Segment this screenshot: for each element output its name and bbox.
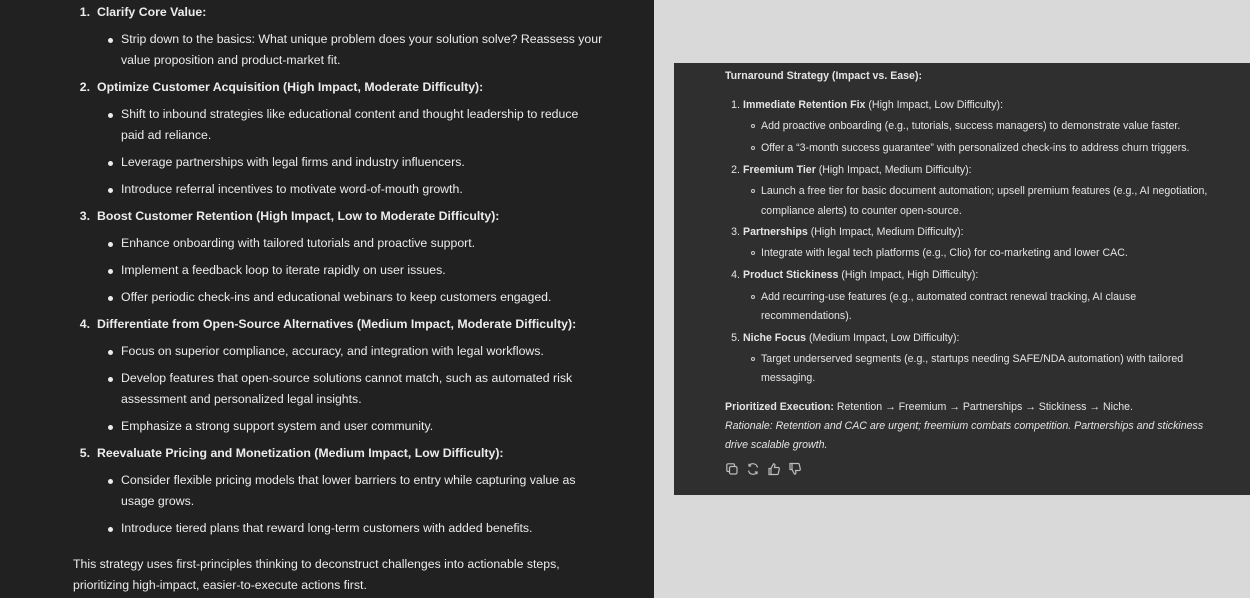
- bullet-text: paid ad reliance.: [121, 128, 212, 142]
- list-number: 1.: [731, 99, 740, 111]
- bullet-text: Introduce tiered plans that reward long-term customers with added benefits.: [121, 521, 533, 535]
- item-meta: (High Impact, Medium Difficulty):: [815, 164, 972, 176]
- prioritized-text: Retention → Freemium → Partnerships → Stickiness → Niche.: [833, 401, 1133, 413]
- thumbs-up-icon[interactable]: [767, 462, 781, 476]
- bullet-text: Leverage partnerships with legal firms and industry influencers.: [121, 155, 465, 169]
- conclusion-text: This strategy uses first-principles thinking to deconstruct challenges into actionable steps,: [73, 557, 560, 571]
- bullet-dot: [108, 38, 113, 43]
- bullet-text: Implement a feedback loop to iterate rapidly on user issues.: [121, 263, 446, 277]
- list-number: 2.: [79, 80, 90, 94]
- item-title: Immediate Retention Fix: [743, 99, 866, 111]
- list-number: 4.: [79, 317, 90, 331]
- sub-text: Add proactive onboarding (e.g., tutorials, success managers) to demonstrate value faster.: [761, 120, 1181, 132]
- sub-bullet: [751, 189, 755, 193]
- bullet-text: Focus on superior compliance, accuracy, and integration with legal workflows.: [121, 344, 544, 358]
- sub-text: Add recurring-use features (e.g., automated contract renewal tracking, AI clause: [761, 291, 1137, 303]
- list-heading: Clarify Core Value:: [97, 5, 207, 19]
- sub-bullet: [751, 251, 755, 255]
- bullet-dot: [108, 377, 113, 382]
- item-meta: (High Impact, Medium Difficulty):: [807, 226, 964, 238]
- bullet-dot: [108, 242, 113, 247]
- message-actions: [725, 462, 802, 476]
- list-heading: Differentiate from Open-Source Alternatives (Medium Impact, Moderate Difficulty):: [97, 317, 577, 331]
- bullet-text: Consider flexible pricing models that lower barriers to entry while capturing value as: [121, 473, 576, 487]
- bullet-dot: [108, 350, 113, 355]
- sub-bullet: [751, 124, 755, 128]
- sub-text: recommendations).: [761, 310, 852, 322]
- list-heading: [743, 164, 972, 176]
- sub-bullet: [751, 357, 755, 361]
- strategy-heading: Turnaround Strategy (Impact vs. Ease):: [725, 70, 923, 82]
- thumbs-down-icon[interactable]: [788, 462, 802, 476]
- item-meta: (Medium Impact, Low Difficulty):: [806, 332, 960, 344]
- bullet-text: Strip down to the basics: What unique problem does your solution solve? Reassess your: [121, 32, 603, 46]
- item-title: Niche Focus: [743, 332, 806, 344]
- bullet-text: Enhance onboarding with tailored tutorials and proactive support.: [121, 236, 476, 250]
- bullet-dot: [108, 188, 113, 193]
- list-heading: Reevaluate Pricing and Monetization (Medium Impact, Low Difficulty):: [97, 446, 504, 460]
- rationale-text: drive scalable growth.: [725, 439, 828, 451]
- list-number: 4.: [731, 269, 740, 281]
- list-heading: [743, 269, 978, 281]
- regenerate-icon[interactable]: [746, 462, 760, 476]
- bullet-text: usage grows.: [121, 494, 195, 508]
- bullet-dot: [108, 161, 113, 166]
- list-number: 3.: [79, 209, 90, 223]
- list-number: 5.: [79, 446, 90, 460]
- item-title: Product Stickiness: [743, 269, 839, 281]
- conclusion-text: prioritizing high-impact, easier-to-execute actions first.: [73, 578, 367, 592]
- rationale-text: Rationale: Retention and CAC are urgent; freemium combats competition. Partnerships and stickiness: [725, 420, 1204, 432]
- list-heading: [743, 332, 959, 344]
- item-title: Freemium Tier: [743, 164, 816, 176]
- copy-icon[interactable]: [725, 462, 739, 476]
- bullet-dot: [108, 296, 113, 301]
- list-number: 1.: [79, 5, 90, 19]
- sub-text: compliance alerts) to counter open-source.: [761, 205, 962, 217]
- right-chat-response: [674, 63, 1250, 495]
- sub-text: messaging.: [761, 372, 816, 384]
- bullet-dot: [108, 527, 113, 532]
- bullet-dot: [108, 479, 113, 484]
- list-number: 3.: [731, 226, 740, 238]
- prioritized-label: Prioritized Execution:: [725, 401, 834, 413]
- sub-text: Target underserved segments (e.g., startups needing SAFE/NDA automation) with tailored: [761, 353, 1184, 365]
- sub-bullet: [751, 295, 755, 299]
- list-heading: [743, 226, 964, 238]
- bullet-text: Emphasize a strong support system and user community.: [121, 419, 434, 433]
- sub-text: Launch a free tier for basic document automation; upsell premium features (e.g., AI negotiation,: [761, 185, 1208, 197]
- item-meta: (High Impact, High Difficulty):: [838, 269, 979, 281]
- sub-text: Offer a “3-month success guarantee” with personalized check-ins to address churn triggers.: [761, 142, 1190, 154]
- sub-bullet: [751, 146, 755, 150]
- item-meta: (High Impact, Low Difficulty):: [865, 99, 1004, 111]
- bullet-dot: [108, 113, 113, 118]
- bullet-text: Offer periodic check-ins and educational webinars to keep customers engaged.: [121, 290, 552, 304]
- list-number: 5.: [731, 332, 740, 344]
- bullet-text: Introduce referral incentives to motivate word-of-mouth growth.: [121, 182, 463, 196]
- item-title: Partnerships: [743, 226, 808, 238]
- bullet-dot: [108, 425, 113, 430]
- list-heading: Boost Customer Retention (High Impact, Low to Moderate Difficulty):: [97, 209, 500, 223]
- list-number: 2.: [731, 164, 740, 176]
- bullet-text: Develop features that open-source solutions cannot match, such as automated risk: [121, 371, 573, 385]
- list-heading: Optimize Customer Acquisition (High Impact, Moderate Difficulty):: [97, 80, 484, 94]
- bullet-text: value proposition and product-market fit.: [121, 53, 341, 67]
- list-heading: [743, 99, 1003, 111]
- sub-text: Integrate with legal tech platforms (e.g., Clio) for co-marketing and lower CAC.: [761, 247, 1128, 259]
- prioritized-execution: [725, 401, 1133, 413]
- bullet-dot: [108, 269, 113, 274]
- bullet-text: Shift to inbound strategies like educational content and thought leadership to reduce: [121, 107, 579, 121]
- bullet-text: assessment and personalized legal insights.: [121, 392, 362, 406]
